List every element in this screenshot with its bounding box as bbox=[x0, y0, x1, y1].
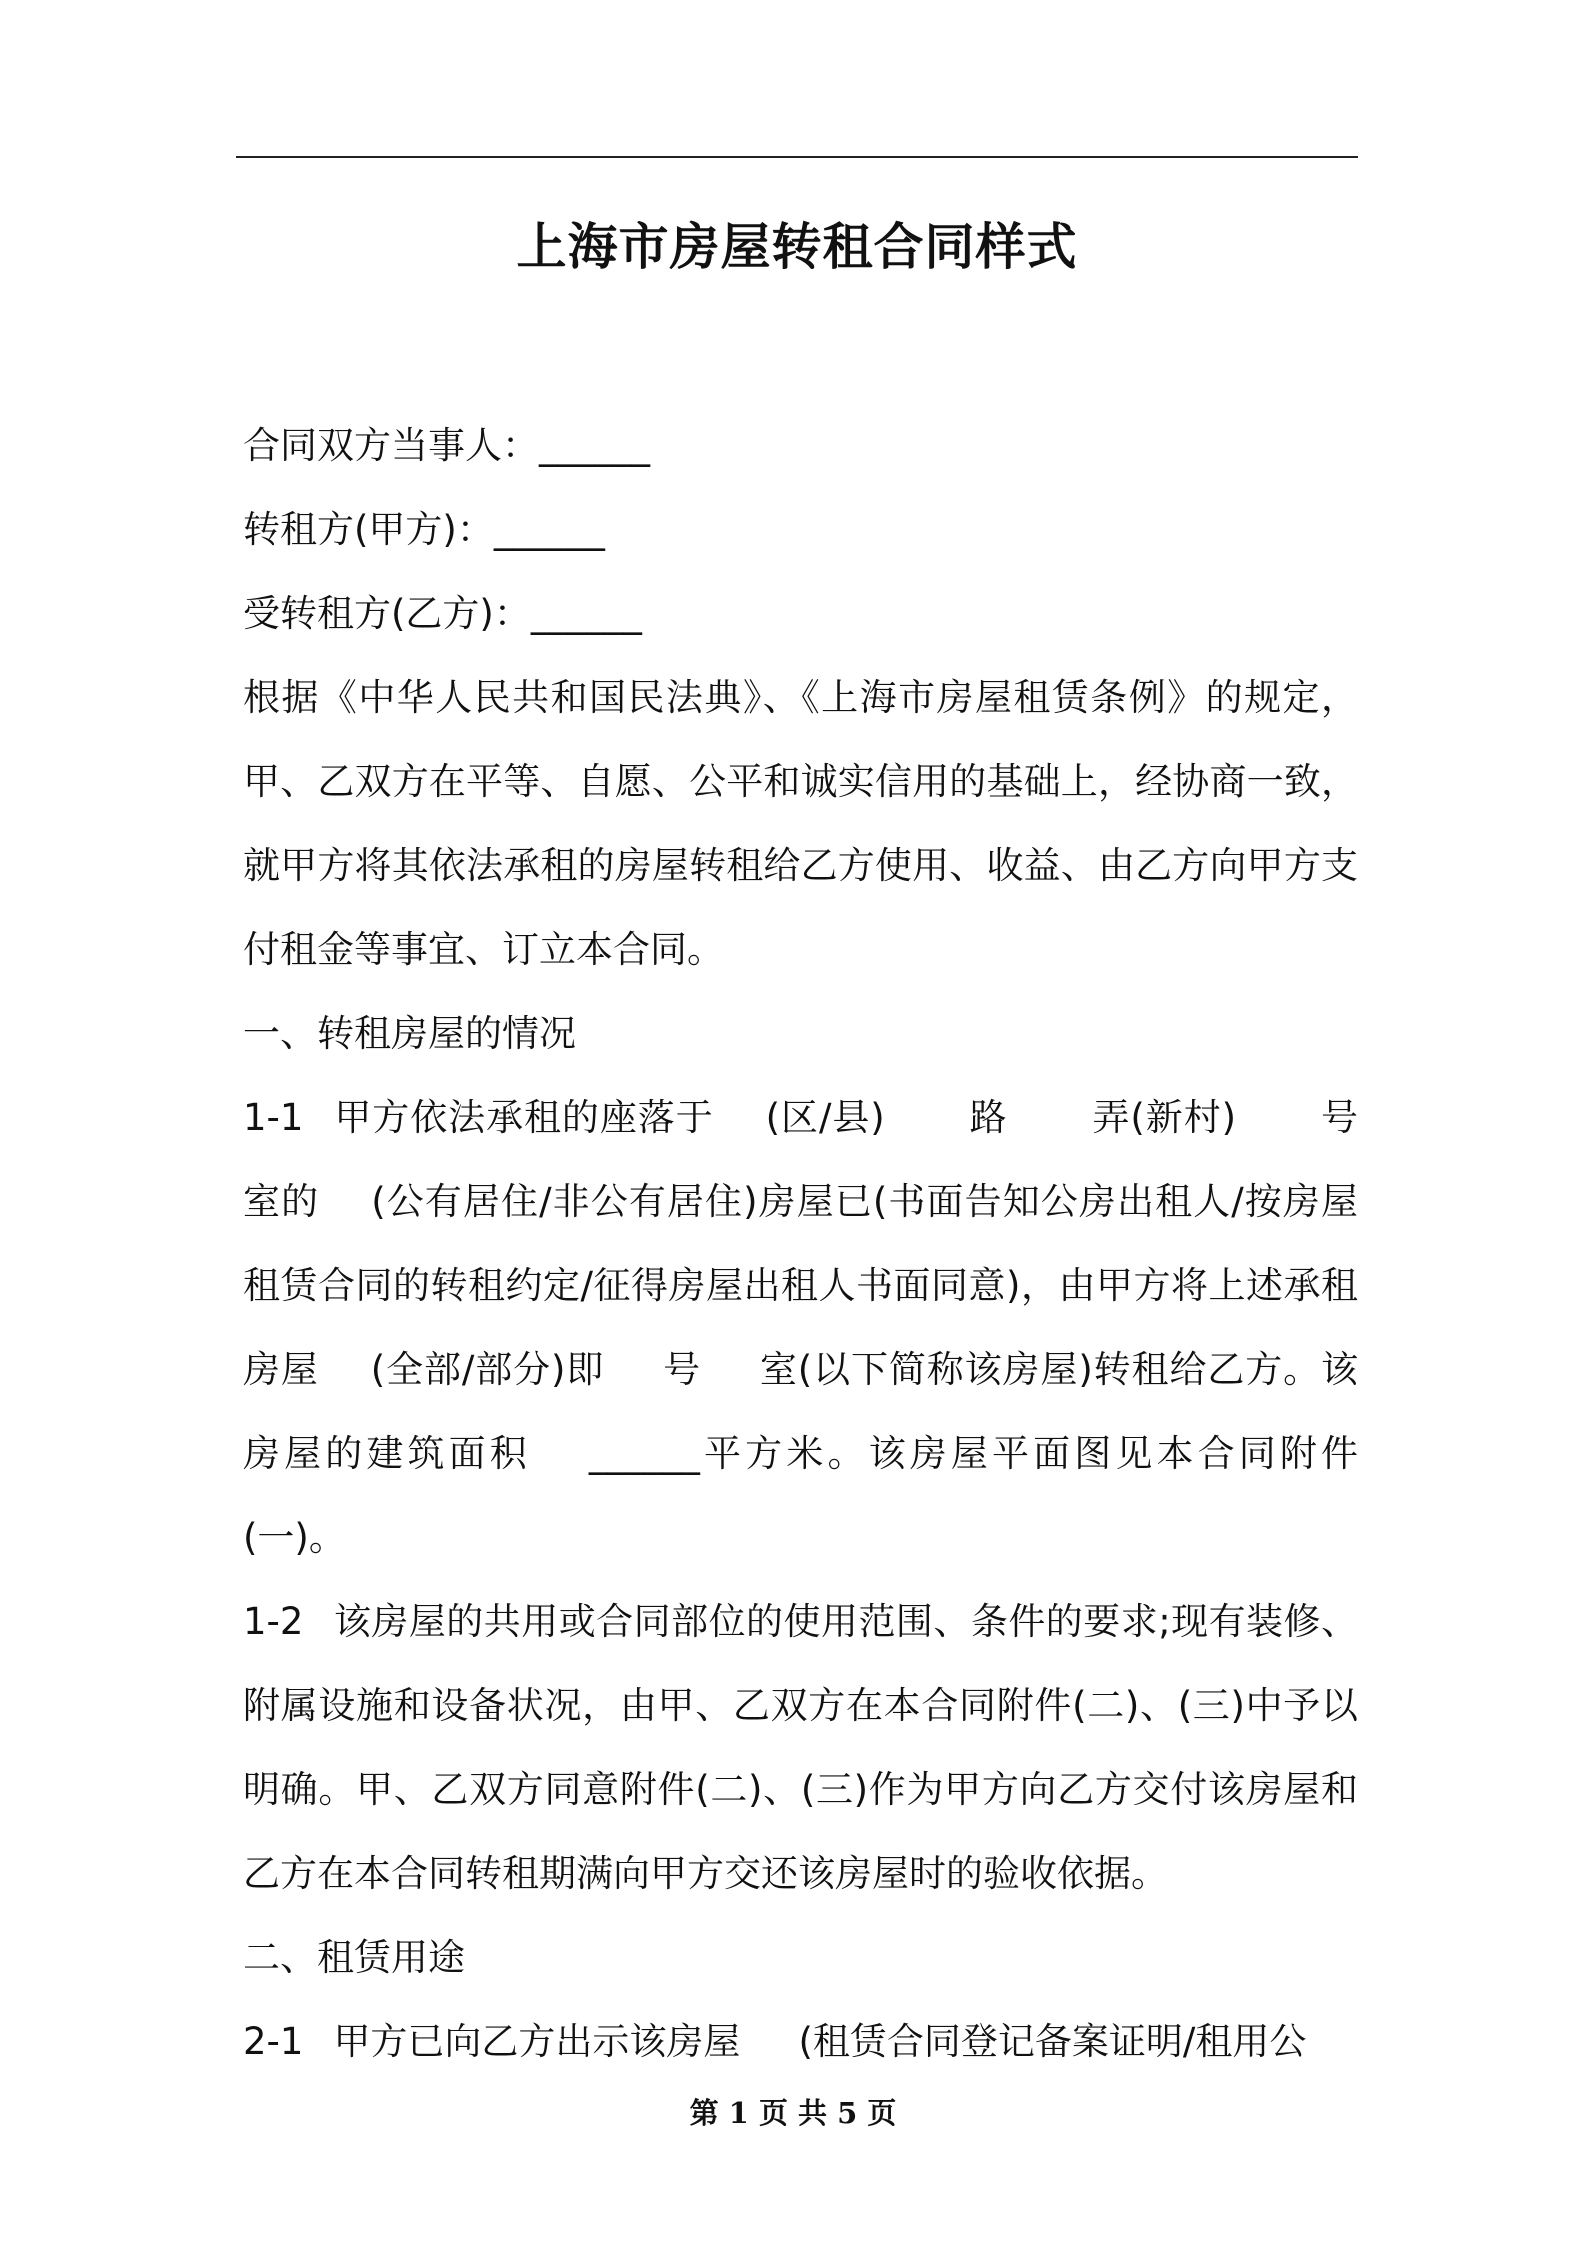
clause-1-1-number: 1-1 bbox=[243, 1096, 304, 1139]
clause-2-1-text-2: (租赁合同登记备案证明/租用公 bbox=[798, 2020, 1307, 2063]
party-a-line: 转租方(甲方)：______ bbox=[243, 508, 605, 551]
page-number-footer: 第 1 页 共 5 页 bbox=[689, 2096, 897, 2130]
clause-1-1-text-10: 室(以下简称该房屋)转租给乙方。该房屋的建筑面积 bbox=[243, 1348, 1358, 1475]
clause-1-1-text-9: 号 bbox=[662, 1348, 702, 1391]
clause-1-2-text: 该房屋的共用或合同部位的使用范围、条件的要求;现有装修、附属设施和设备状况，由甲、乙双方在本合同附件(二)、(三)中予以明确。甲、乙双方同意附件(二)、(三)作为甲方向乙方交付该房屋和乙方在本合同转租期满向甲方交还该房屋时的验收依据。 bbox=[243, 1600, 1358, 1895]
clause-2-1 bbox=[243, 2000, 1358, 2084]
document-title: 上海市房屋转租合同样式 bbox=[516, 218, 1078, 276]
clause-1-1-text-1: 甲方依法承租的座落于 bbox=[333, 1096, 714, 1139]
clause-1-1-text-7: (公有居住/非公有居住)房屋已(书面告知公房出租人/按房屋租赁合同的转租约定/征得房屋出租人书面同意)，由甲方将上述承租房屋 bbox=[243, 1180, 1358, 1391]
clause-1-1-text-8: (全部/部分)即 bbox=[370, 1348, 605, 1391]
clause-1-1 bbox=[243, 1076, 1358, 1580]
clause-1-1-text-6: 室的 bbox=[243, 1180, 320, 1223]
clause-1-1-text-3: 路 bbox=[968, 1096, 1008, 1139]
clause-1-2 bbox=[243, 1580, 1358, 1916]
document-body bbox=[243, 404, 1358, 2084]
clause-1-1-text-4: 弄(新村) bbox=[1091, 1096, 1237, 1139]
clause-1-1-text-5: 号 bbox=[1320, 1096, 1359, 1139]
header-rule bbox=[236, 156, 1358, 158]
clause-1-1-text-11: ______平方米。该房屋平面图见本合同附件(一)。 bbox=[243, 1432, 1359, 1559]
clause-1-1-text-2: (区/县) bbox=[765, 1096, 885, 1139]
party-b-line: 受转租方(乙方)：______ bbox=[243, 592, 642, 635]
clause-2-1-number: 2-1 bbox=[243, 2020, 304, 2063]
clause-1-2-number: 1-2 bbox=[243, 1600, 304, 1643]
section-2-heading: 二、租赁用途 bbox=[243, 1936, 465, 1979]
preamble-paragraph: 根据《中华人民共和国民法典》、《上海市房屋租赁条例》的规定，甲、乙双方在平等、自愿、公平和诚实信用的基础上，经协商一致，就甲方将其依法承租的房屋转租给乙方使用、收益、由乙方向甲方支付租金等事宜、订立本合同。 bbox=[243, 676, 1358, 971]
clause-2-1-text-1: 甲方已向乙方出示该房屋 bbox=[333, 2020, 741, 2063]
parties-line: 合同双方当事人：______ bbox=[243, 424, 650, 467]
section-1-heading: 一、转租房屋的情况 bbox=[243, 1012, 576, 1055]
